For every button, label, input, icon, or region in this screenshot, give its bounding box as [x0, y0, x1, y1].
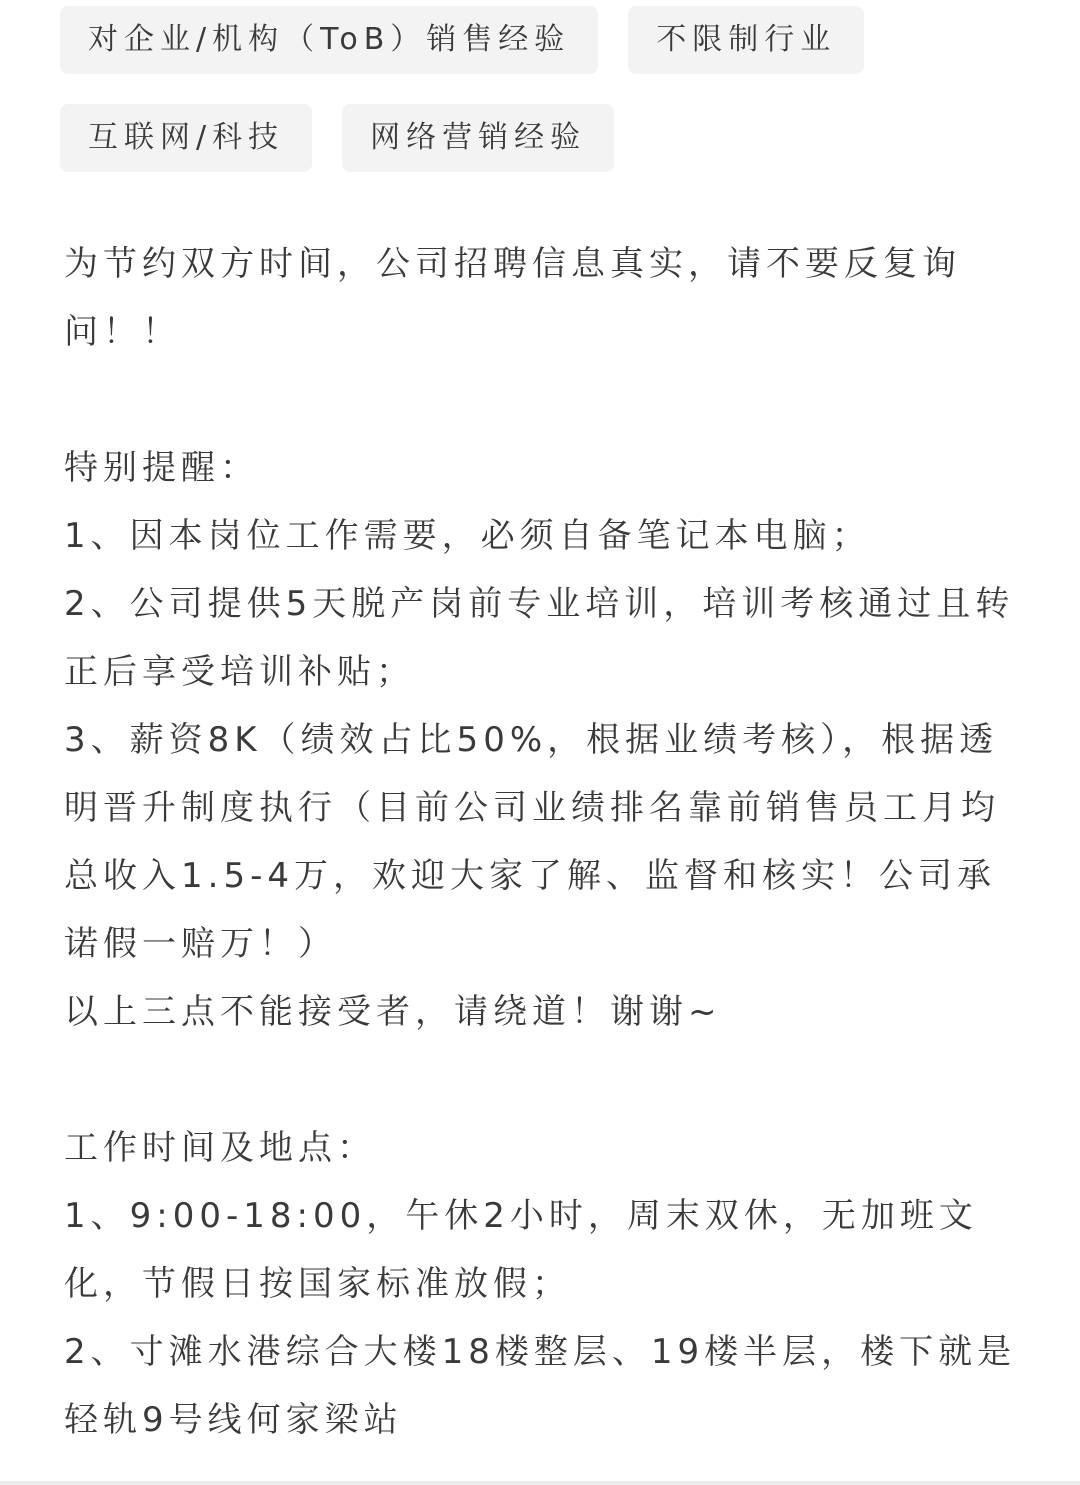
- tag-online-marketing[interactable]: 网络营销经验: [342, 104, 614, 172]
- reminder-footer: 以上三点不能接受者，请绕道！谢谢~: [64, 992, 722, 1032]
- intro-text: 为节约双方时间，公司招聘信息真实，请不要反复询问！！: [64, 244, 961, 352]
- skill-tags: [60, 6, 1040, 202]
- spacer: [64, 366, 1019, 434]
- tag-internet-tech[interactable]: 互联网/科技: [60, 104, 312, 172]
- worktime-item: 1、9:00-18:00，午休2小时，周末双休，无加班文化，节假日按国家标准放假；: [64, 1196, 978, 1304]
- spacer: [64, 1046, 1019, 1114]
- tag-row: [60, 6, 1040, 74]
- reminder-item: 1、因本岗位工作需要，必须自备笔记本电脑；: [64, 516, 871, 556]
- reminder-item: 3、薪资8K（绩效占比50%，根据业绩考核），根据透明晋升制度执行（目前公司业绩排名靠前销售员工月均总收入1.5-4万，欢迎大家了解、监督和核实！公司承诺假一赔万！）: [64, 720, 1000, 964]
- tag-any-industry[interactable]: 不限制行业: [628, 6, 864, 74]
- tag-row: [60, 104, 1040, 172]
- job-description: [64, 230, 1019, 1454]
- reminder-item: 2、公司提供5天脱产岗前专业培训，培训考核通过且转正后享受培训补贴；: [64, 584, 1015, 692]
- worktime-title: 工作时间及地点：: [64, 1128, 376, 1168]
- reminder-title: 特别提醒：: [64, 448, 259, 488]
- bottom-divider: [0, 1481, 1080, 1485]
- tag-tob-sales[interactable]: 对企业/机构（ToB）销售经验: [60, 6, 598, 74]
- worktime-item: 2、寸滩水港综合大楼18楼整层、19楼半层，楼下就是轻轨9号线何家梁站: [64, 1332, 1017, 1440]
